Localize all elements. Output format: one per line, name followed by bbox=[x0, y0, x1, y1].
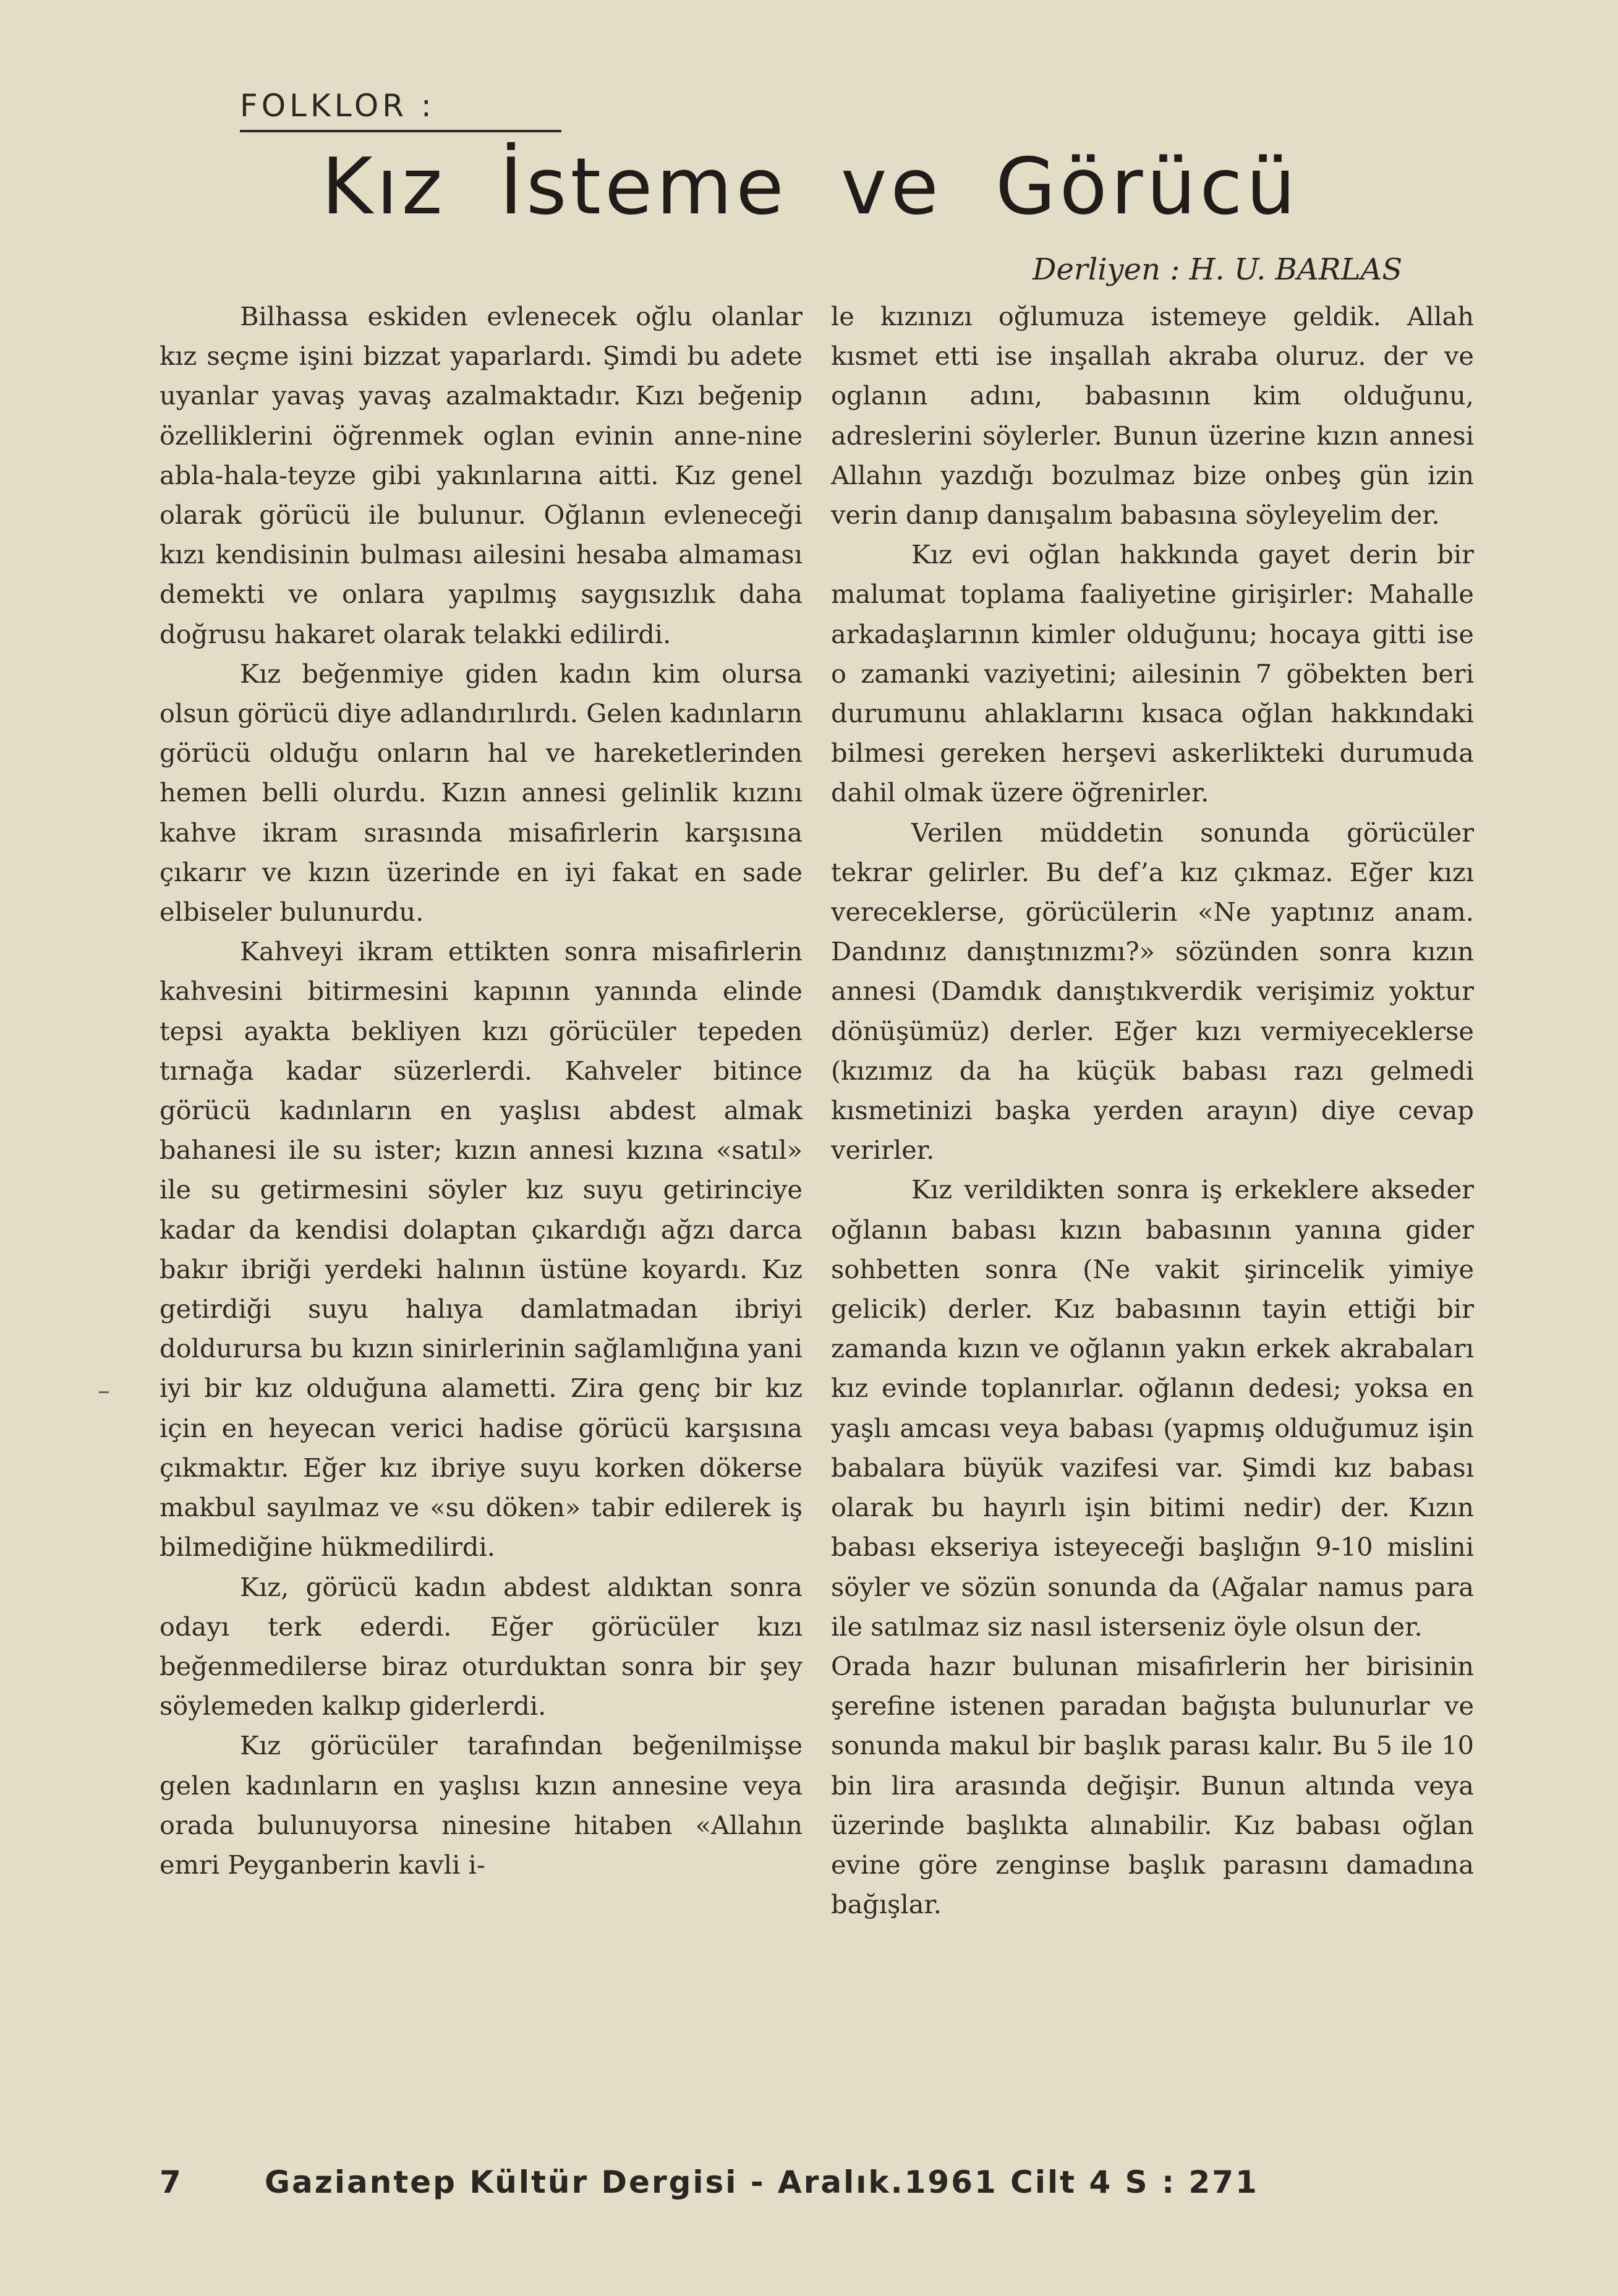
paragraph: Kız evi oğlan hakkında gayet derin bir malumat toplama faaliyetine girişirler: Mahalle arkadaşlarının kimler olduğunu; hocaya gitti ise o zamanki vaziyetini; ailesinin 7 göbekten beri durumunu ahlaklarını kısaca oğlan hakkındaki bilmesi gereken herşevi askerlikteki durumuda dahil olmak üzere öğrenirler. bbox=[831, 539, 1474, 808]
article-byline: Derliyen : H. U. BARLAS bbox=[1033, 252, 1403, 287]
paragraph: Bilhassa eskiden evlenecek oğlu olanlar kız seçme işini bizzat yaparlardı. Şimdi bu adete uyanlar yavaş yavaş azalmaktadır. Kızı beğenip özelliklerini öğrenmek oglan evinin anne-nine abla-hala-teyze gibi yakınlarına aitti. Kız genel olarak görücü ile bulunur. Oğlanın evleneceği kızı kendisinin bulması ailesini hesaba almaması demekti ve onlara yapılmış saygısızlık daha doğrusu hakaret olarak telakki edilirdi. bbox=[160, 301, 803, 649]
paragraph: Kız görücüler tarafından beğenilmişse gelen kadınların en yaşlısı kızın annesine veya orada bulunuyorsa ninesine hitaben «Allahın emri Peyganberin kavli i- bbox=[160, 1730, 803, 1880]
footer-text: Gaziantep Kültür Dergisi - Aralık.1961 Cilt 4 S : 271 bbox=[265, 2164, 1259, 2200]
paragraph: Verilen müddetin sonunda görücüler tekrar gelirler. Bu def’a kız çıkmaz. Eğer kızı vereceklerse, görücülerin «Ne yaptınız anam. Dandınız danıştınızmı?» sözünden sonra kızın annesi (Damdık danıştıkverdik verişimiz yoktur dönüşümüz) derler. Eğer kızı vermiyeceklerse (kızımız da ha küçük babası razı gelmedi kısmetinizi başka yerden arayın) diye cevap verirler. bbox=[831, 817, 1474, 1166]
paragraph: Orada hazır bulunan misafirlerin her birisinin şerefine istenen paradan bağışta bulunurlar ve sonunda makul bir başlık parası kalır. Bu 5 ile 10 bin lira arasında değişir. Bunun altında veya üzerinde başlıkta alınabilir. Kız babası oğlan evine göre zenginse başlık parasını damadına bağışlar. bbox=[831, 1650, 1474, 1920]
section-label: FOLKLOR : bbox=[240, 88, 561, 132]
right-column bbox=[831, 297, 1474, 1924]
paragraph: le kızınızı oğlumuza istemeye geldik. Allah kısmet etti ise inşallah akraba oluruz. der ve oglanın adını, babasının kim olduğunu, adreslerini söylerler. Bunun üzerine kızın annesi Allahın yazdığı bozulmaz bize onbeş gün izin verin danıp danışalım babasına söyleyelim der. bbox=[831, 301, 1474, 531]
left-column bbox=[160, 297, 803, 1885]
paragraph: Kız beğenmiye giden kadın kim olursa olsun görücü diye adlandırılırdı. Gelen kadınların görücü olduğu onların hal ve hareketlerinden hemen belli olurdu. Kızın annesi gelinlik kızını kahve ikram sırasında misafirlerin karşısına çıkarır ve kızın üzerinde en iyi fakat en sade elbiseler bulunurdu. bbox=[160, 658, 803, 928]
paragraph: Kız, görücü kadın abdest aldıktan sonra odayı terk ederdi. Eğer görücüler kızı beğenmedilerse biraz oturduktan sonra bir şey söylemeden kalkıp giderlerdi. bbox=[160, 1571, 803, 1722]
paragraph: Kahveyi ikram ettikten sonra misafirlerin kahvesini bitirmesini kapının yanında elinde tepsi ayakta bekliyen kızı görücüler tepeden tırnağa kadar süzerlerdi. Kahveler bitince görücü kadınların en yaşlısı abdest almak bahanesi ile su ister; kızın annesi kızına «satıl» ile su getirmesini söyler kız suyu getirinciye kadar da kendisi dolaptan çıkardığı ağzı darca bakır ibriği yerdeki halının üstüne koyardı. Kız getirdiği suyu halıya damlatmadan ibriyi doldurursa bu kızın sinirlerinin sağlamlığına yani iyi bir kız olduğuna alametti. Zira genç bir kız için en heyecan verici hadise görücü karşısına çıkmaktır. Eğer kız ibriye suyu korken dökerse makbul sayılmaz ve «su döken» tabir edilerek iş bilmediğine hükmedilirdi. bbox=[160, 936, 803, 1563]
paragraph: Kız verildikten sonra iş erkeklere akseder oğlanın babası kızın babasının yanına gider sohbetten sonra (Ne vakit şirincelik yimiye gelicik) derler. Kız babasının tayin ettiği bir zamanda kızın ve oğlanın yakın erkek akrabaları kız evinde toplanırlar. oğlanın dedesi; yoksa en yaşlı amcası veya babası (yapmış olduğumuz işin babalara büyük vazifesi var. Şimdi kız babası olarak bu hayırlı işin bitimi nedir) der. Kızın babası ekseriya isteyeceği başlığın 9-10 mislini söyler ve sözün sonunda da (Ağalar namus para ile satılmaz siz nasıl isterseniz öyle olsun der. bbox=[831, 1174, 1474, 1642]
article-title: Kız İsteme ve Görücü bbox=[321, 141, 1300, 232]
page-footer bbox=[160, 2164, 1474, 2200]
margin-mark bbox=[99, 1391, 109, 1393]
page-number: 7 bbox=[160, 2164, 183, 2200]
